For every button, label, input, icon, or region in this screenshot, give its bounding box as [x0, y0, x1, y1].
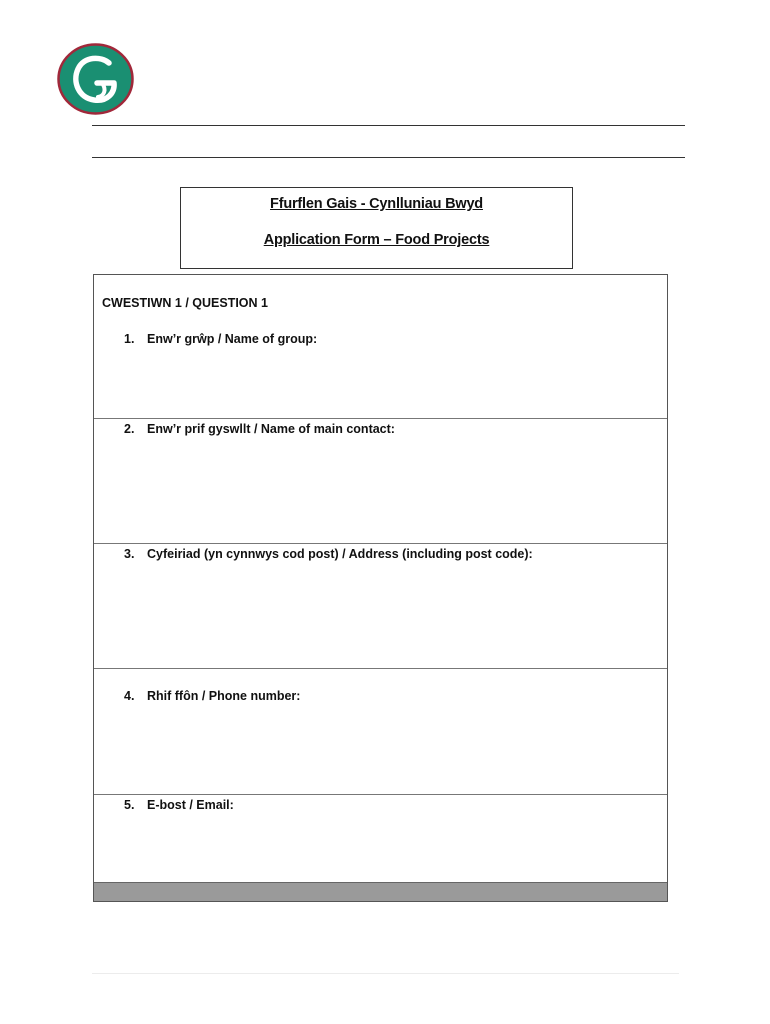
question-label-phone	[124, 689, 300, 703]
question-number: 4.	[124, 689, 135, 703]
question-text: Enw’r grŵp / Name of group:	[147, 332, 318, 346]
question-row-address	[94, 543, 667, 669]
question-number: 5.	[124, 798, 135, 812]
form-footer-bar	[94, 882, 667, 901]
form-title-box	[180, 187, 573, 269]
header-divider-bottom	[92, 157, 685, 158]
question-number: 1.	[124, 332, 135, 346]
form-title-english: Application Form – Food Projects	[263, 232, 490, 248]
email-field[interactable]	[102, 820, 659, 878]
question-row-group-name	[94, 275, 667, 419]
g-swirl-logo-icon	[57, 43, 134, 115]
question-row-main-contact	[94, 418, 667, 544]
question-text: Cyfeiriad (yn cynnwys cod post) / Address (including post code):	[147, 547, 533, 561]
header-divider-top	[92, 125, 685, 126]
question-text: Rhif ffôn / Phone number:	[147, 689, 301, 703]
form-title-welsh: Ffurflen Gais - Cynlluniau Bwyd	[270, 196, 483, 212]
question-row-email	[94, 794, 667, 884]
group-name-field[interactable]	[102, 355, 659, 412]
page-footer-divider	[92, 973, 679, 974]
main-contact-field[interactable]	[102, 444, 659, 537]
question-label-group-name	[124, 332, 317, 346]
question-row-phone	[94, 668, 667, 795]
phone-field[interactable]	[102, 712, 659, 788]
question-label-address	[124, 547, 533, 561]
question-text: Enw’r prif gyswllt / Name of main contact:	[147, 422, 395, 436]
address-field[interactable]	[102, 569, 659, 662]
question-label-email	[124, 798, 234, 812]
question-form	[93, 274, 668, 902]
question-number: 3.	[124, 547, 135, 561]
question-number: 2.	[124, 422, 135, 436]
question-label-main-contact	[124, 422, 395, 436]
question-text: E-bost / Email:	[147, 798, 234, 812]
section-header: CWESTIWN 1 / QUESTION 1	[102, 296, 268, 310]
